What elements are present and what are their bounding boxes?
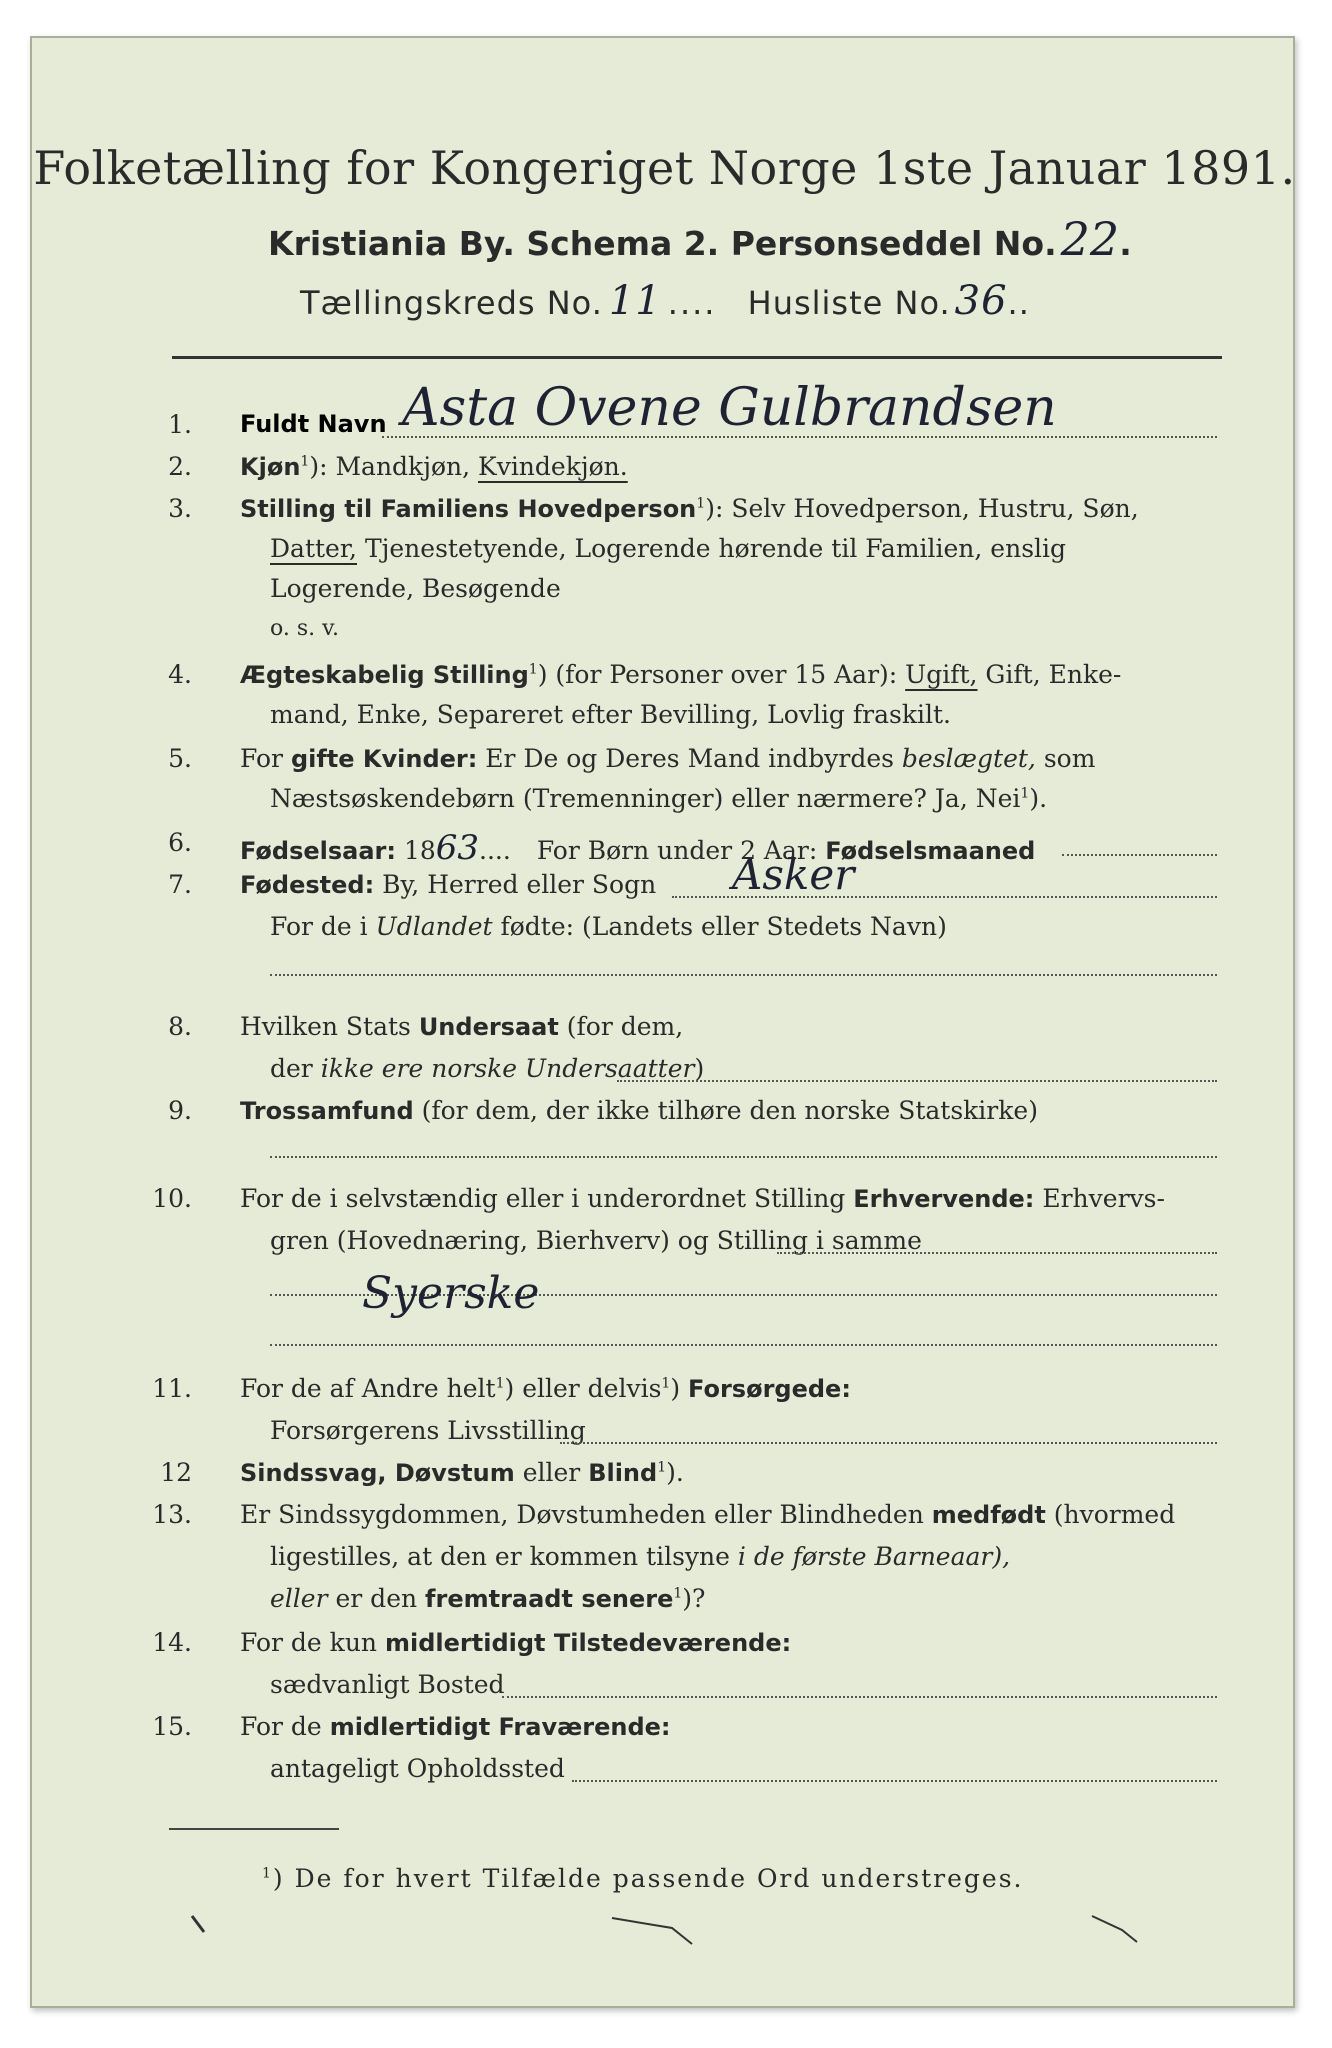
kreds-label: Tællingskreds No. — [300, 284, 603, 322]
q14-line1: For de kun midlertidigt Tilstedeværende: — [240, 1628, 792, 1657]
q3-line3: Logerende, Besøgende — [270, 574, 561, 603]
footnote: $^1$) De for hvert Tilfælde passende Ord understreges. — [262, 1864, 1024, 1893]
q8-line2: der ikke ere norske Undersaatter) — [270, 1054, 705, 1083]
q9-dotted-line — [270, 1156, 1217, 1158]
q6-dotted-line — [1062, 854, 1217, 856]
q14-number: 14. — [152, 1628, 192, 1657]
q4-number: 4. — [168, 660, 192, 689]
personseddel-number: 22 — [1060, 212, 1120, 266]
q7-number: 7. — [168, 870, 192, 899]
q1-label: Fuldt Navn — [240, 410, 387, 438]
q2-number: 2. — [168, 452, 192, 481]
q5-line2: Næstsøskendebørn (Tremenninger) eller nærmere? Ja, Nei$^1$). — [270, 784, 1048, 813]
form-title: Folketælling for Kongeriget Norge 1ste Januar 1891. — [33, 141, 1296, 195]
kreds-line: Tællingskreds No. 11 .... Husliste No. 36.. — [300, 278, 1030, 324]
q10-line2: gren (Hovednæring, Bierhverv) og Stilling i samme — [270, 1226, 922, 1255]
q6-number: 6. — [168, 828, 192, 857]
q6-line: Fødselsaar: 1863.... For Børn under 2 Aar: Fødselsmaaned — [240, 828, 1036, 868]
q4-underlined-answer: Ugift, — [905, 660, 978, 689]
q13-line2: ligestilles, at den er kommen tilsyne i de første Barneaar), — [270, 1542, 1011, 1571]
q2-text: Kjøn$^1$): Mandkjøn, Kvindekjøn. — [240, 452, 628, 481]
q15-dotted-line — [572, 1780, 1217, 1782]
q8-number: 8. — [168, 1012, 192, 1041]
q7-line2: For de i Udlandet fødte: (Landets eller Stedets Navn) — [270, 912, 947, 941]
q13-number: 13. — [152, 1500, 192, 1529]
q4-line2: mand, Enke, Separeret efter Bevilling, Lovlig fraskilt. — [270, 700, 951, 729]
header-divider — [172, 356, 1222, 359]
stray-pen-marks — [152, 1908, 1252, 1978]
q5-number: 5. — [168, 744, 192, 773]
q14-line2: sædvanligt Bosted — [270, 1670, 505, 1699]
q3-number: 3. — [168, 494, 192, 523]
q12-number: 12 — [160, 1458, 192, 1487]
q2-underlined-answer: Kvindekjøn. — [478, 452, 628, 481]
q13-line1: Er Sindssygdommen, Døvstumheden eller Blindheden medfødt (hvormed — [240, 1500, 1176, 1529]
q3-line1: Stilling til Familiens Hovedperson$^1$): Selv Hovedperson, Hustru, Søn, — [240, 494, 1139, 523]
q5-line1: For gifte Kvinder: Er De og Deres Mand indbyrdes beslægtet, som — [240, 744, 1096, 773]
q3-underlined-answer: Datter, — [270, 534, 357, 563]
q7-line1: Fødested: By, Herred eller Sogn — [240, 870, 657, 899]
kreds-number: 11 — [608, 278, 662, 324]
q10-dotted-line-3 — [270, 1344, 1217, 1346]
q3-line2: Datter, Tjenestetyende, Logerende hørende til Familien, enslig — [270, 534, 1067, 563]
q11-line2: Forsørgerens Livsstilling — [270, 1416, 586, 1445]
q11-dotted-line — [560, 1442, 1217, 1444]
q15-number: 15. — [152, 1712, 192, 1741]
footnote-divider — [169, 1828, 339, 1830]
census-form-card — [30, 36, 1295, 2008]
q10-answer-occupation: Syerske — [362, 1268, 540, 1319]
q13-line3: eller er den fremtraadt senere$^1$)? — [270, 1584, 706, 1613]
q7-dotted-line-2 — [270, 974, 1217, 976]
form-subtitle: Kristiania By. Schema 2. Personseddel No.22. — [268, 212, 1132, 266]
q8-line1: Hvilken Stats Undersaat (for dem, — [240, 1012, 684, 1041]
schema-label: Kristiania By. Schema 2. Personseddel No. — [268, 224, 1057, 263]
q9-number: 9. — [168, 1096, 192, 1125]
q11-line1: For de af Andre helt$^1$) eller delvis$^1$) Forsørgede: — [240, 1374, 851, 1403]
q1-number: 1. — [168, 410, 192, 439]
q12-line: Sindssvag, Døvstum eller Blind$^1$). — [240, 1458, 684, 1487]
q7-answer-place: Asker — [732, 850, 855, 899]
q10-number: 10. — [152, 1184, 192, 1213]
husliste-number: 36 — [954, 278, 1008, 324]
q14-dotted-line — [502, 1696, 1217, 1698]
q3-line4: o. s. v. — [270, 616, 339, 641]
q1-answer-name: Asta Ovene Gulbrandsen — [402, 378, 1057, 438]
q6-year-answer: 63 — [435, 828, 480, 868]
q8-dotted-line — [617, 1080, 1217, 1082]
q10-line1: For de i selvstændig eller i underordnet Stilling Erhvervende: Erhvervs- — [240, 1184, 1165, 1213]
q4-line1: Ægteskabelig Stilling$^1$) (for Personer over 15 Aar): Ugift, Gift, Enke- — [240, 660, 1122, 689]
q15-line2: antageligt Opholdssted — [270, 1754, 565, 1783]
q15-line1: For de midlertidigt Fraværende: — [240, 1712, 671, 1741]
q10-dotted-line — [777, 1252, 1217, 1254]
husliste-label: Husliste No. — [747, 284, 951, 322]
q9-line: Trossamfund (for dem, der ikke tilhøre den norske Statskirke) — [240, 1096, 1038, 1125]
q11-number: 11. — [152, 1374, 192, 1403]
